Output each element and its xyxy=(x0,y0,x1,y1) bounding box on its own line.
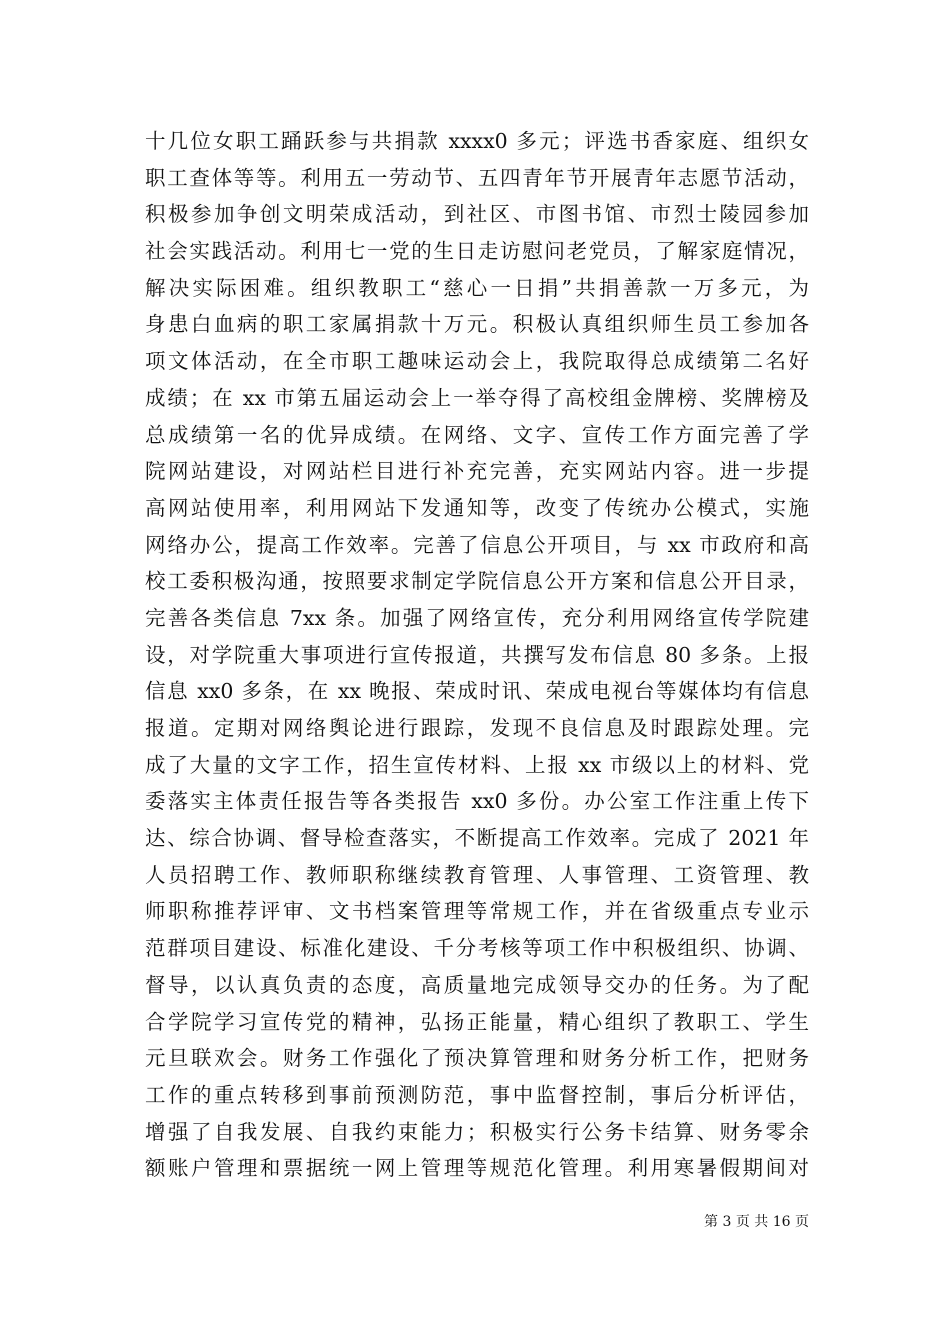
text-line: 职工查体等等。利用五一劳动节、五四青年节开展青年志愿节活动， xyxy=(145,165,809,190)
text-line: 成了大量的文字工作，招生宣传材料、上报 xx 市级以上的材料、党 xyxy=(145,752,809,777)
text-line: 合学院学习宣传党的精神，弘扬正能量，精心组织了教职工、学生 xyxy=(145,1009,809,1034)
page-number-footer: 第 3 页 共 16 页 xyxy=(704,1214,809,1230)
body-text xyxy=(145,123,809,1187)
text-line: 工作的重点转移到事前预测防范，事中监督控制，事后分析评估， xyxy=(145,1082,809,1107)
text-line: 网络办公，提高工作效率。完善了信息公开项目，与 xx 市政府和高 xyxy=(145,532,809,557)
text-line: 人员招聘工作、教师职称继续教育管理、人事管理、工资管理、教 xyxy=(145,862,809,887)
text-line: 增强了自我发展、自我约束能力；积极实行公务卡结算、财务零余 xyxy=(145,1119,809,1144)
text-line: 成绩；在 xx 市第五届运动会上一举夺得了高校组金牌榜、奖牌榜及 xyxy=(145,385,809,410)
text-line: 额账户管理和票据统一网上管理等规范化管理。利用寒暑假期间对 xyxy=(145,1156,809,1181)
text-line: 院网站建设，对网站栏目进行补充完善，充实网站内容。进一步提 xyxy=(145,459,809,484)
text-line: 十几位女职工踊跃参与共捐款 xxxx0 多元；评选书香家庭、组织女 xyxy=(145,129,809,153)
text-line: 社会实践活动。利用七一党的生日走访慰问老党员，了解家庭情况， xyxy=(145,239,809,264)
text-line: 设，对学院重大事项进行宣传报道，共撰写发布信息 80 多条。上报 xyxy=(145,642,809,667)
text-line: 校工委积极沟通，按照要求制定学院信息公开方案和信息公开目录， xyxy=(145,569,809,594)
text-line: 总成绩第一名的优异成绩。在网络、文字、宣传工作方面完善了学 xyxy=(145,422,809,447)
text-line: 元旦联欢会。财务工作强化了预决算管理和财务分析工作，把财务 xyxy=(145,1046,809,1071)
text-line: 督导，以认真负责的态度，高质量地完成领导交办的任务。为了配 xyxy=(145,972,809,997)
text-line: 师职称推荐评审、文书档案管理等常规工作，并在省级重点专业示 xyxy=(145,899,809,924)
text-line: 积极参加争创文明荣成活动，到社区、市图书馆、市烈士陵园参加 xyxy=(145,202,809,227)
text-line: 解决实际困难。组织教职工“慈心一日捐”共捐善款一万多元，为 xyxy=(145,275,809,300)
text-line: 完善各类信息 7xx 条。加强了网络宣传，充分利用网络宣传学院建 xyxy=(145,605,809,630)
text-line: 报道。定期对网络舆论进行跟踪，发现不良信息及时跟踪处理。完 xyxy=(145,716,809,740)
text-line: 信息 xx0 多条，在 xx 晚报、荣成时讯、荣成电视台等媒体均有信息 xyxy=(145,679,809,704)
text-line: 范群项目建设、标准化建设、千分考核等项工作中积极组织、协调、 xyxy=(145,936,809,961)
text-line: 达、综合协调、督导检查落实，不断提高工作效率。完成了 2021 年 xyxy=(145,826,809,851)
text-line: 高网站使用率，利用网站下发通知等，改变了传统办公模式，实施 xyxy=(145,495,809,520)
text-line: 项文体活动，在全市职工趣味运动会上，我院取得总成绩第二名好 xyxy=(145,349,809,374)
text-line: 身患白血病的职工家属捐款十万元。积极认真组织师生员工参加各 xyxy=(145,312,809,337)
text-line: 委落实主体责任报告等各类报告 xx0 多份。办公室工作注重上传下 xyxy=(145,789,809,814)
